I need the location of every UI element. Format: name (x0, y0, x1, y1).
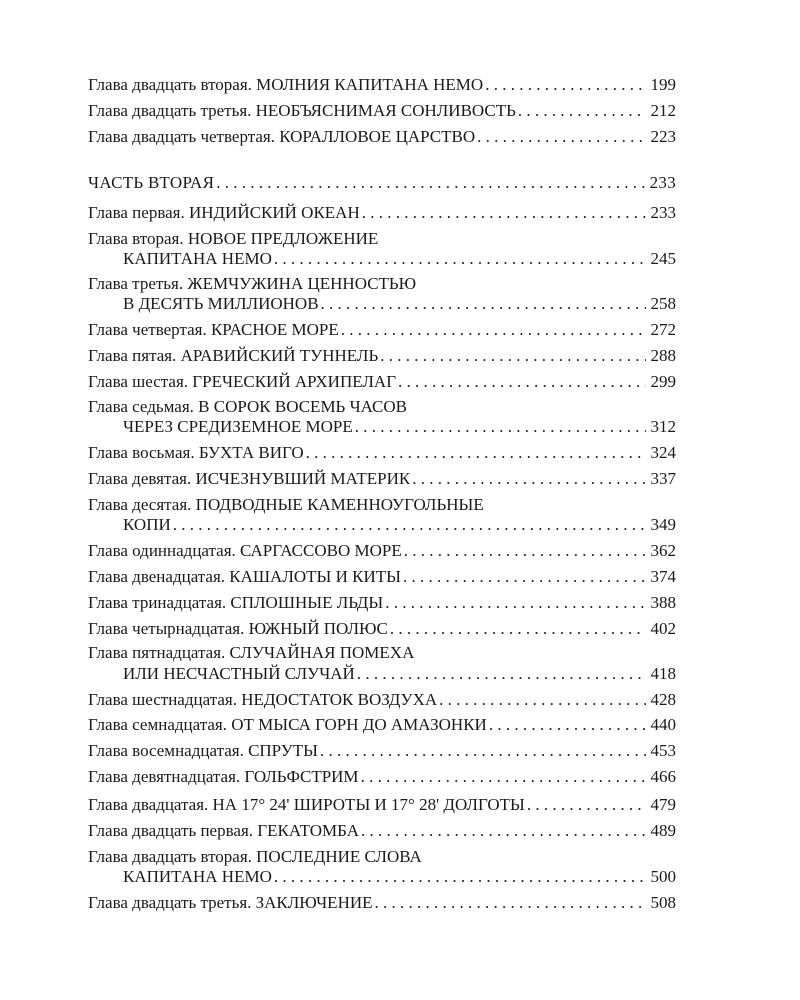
toc-entry-page: 212 (650, 101, 676, 120)
toc-entry-title: ИЛИ НЕСЧАСТНЫЙ СЛУЧАЙ (123, 664, 355, 683)
toc-entry-title: Глава двадцать вторая. МОЛНИЯ КАПИТАНА НЕМО (88, 75, 484, 94)
toc-entry-page: 440 (650, 715, 676, 734)
toc-entry (88, 202, 676, 224)
toc-leader-dots (489, 714, 646, 736)
toc-entry (123, 248, 676, 270)
toc-leader-dots (485, 74, 646, 96)
toc-entry (88, 126, 676, 148)
toc-entry-first-line: Глава десятая. ПОДВОДНЫЕ КАМЕННОУГОЛЬНЫЕ (88, 495, 484, 514)
toc-entry (88, 618, 676, 640)
toc-entry-title: Глава четвертая. КРАСНОЕ МОРЕ (88, 320, 339, 339)
toc-leader-dots (320, 740, 646, 762)
toc-entry-first-line: Глава пятнадцатая. СЛУЧАЙНАЯ ПОМЕХА (88, 643, 415, 662)
toc-entry-page: 374 (650, 567, 676, 586)
toc-entry-page: 362 (650, 541, 676, 560)
toc-entry (88, 540, 676, 562)
toc-leader-dots (518, 100, 646, 122)
toc-leader-dots (306, 442, 646, 464)
toc-entry (88, 468, 676, 490)
toc-leader-dots (527, 794, 646, 816)
toc-leader-dots (380, 345, 646, 367)
toc-leader-dots (404, 540, 646, 562)
toc-entry-page: 402 (650, 619, 676, 638)
toc-entry-page: 508 (650, 893, 676, 912)
toc-entry-title: Глава восьмая. БУХТА ВИГО (88, 443, 304, 462)
toc-entry-first-line: Глава третья. ЖЕМЧУЖИНА ЦЕННОСТЬЮ (88, 274, 417, 293)
toc-leader-dots (385, 592, 646, 614)
toc-leader-dots (375, 892, 646, 914)
toc-entry-title: В ДЕСЯТЬ МИЛЛИОНОВ (123, 294, 319, 313)
toc-entry-title: КАПИТАНА НЕМО (123, 249, 272, 268)
toc-leader-dots (439, 689, 646, 711)
toc-entry-page: 453 (650, 741, 676, 760)
toc-entry-page: 479 (650, 795, 676, 814)
toc-entry (88, 442, 676, 464)
toc-entry-page: 500 (650, 867, 676, 886)
toc-entry-title: Глава двадцать третья. ЗАКЛЮЧЕНИЕ (88, 893, 373, 912)
toc-entry-title: Глава шестнадцатая. НЕДОСТАТОК ВОЗДУХА (88, 690, 438, 709)
toc-entry-title: Глава первая. ИНДИЙСКИЙ ОКЕАН (88, 203, 360, 222)
toc-leader-dots (355, 416, 646, 438)
toc-entry-page: 324 (650, 443, 676, 462)
toc-leader-dots (361, 766, 646, 788)
toc-entry-title: Глава пятая. АРАВИЙСКИЙ ТУННЕЛЬ (88, 346, 379, 365)
toc-leader-dots (390, 618, 646, 640)
toc-entry-title: Глава двадцатая. НА 17° 24' ШИРОТЫ И 17° 28' ДОЛГОТЫ (88, 795, 525, 814)
toc-entry (88, 714, 676, 736)
toc-entry-title: Глава восемнадцатая. СПРУТЫ (88, 741, 318, 760)
toc-leader-dots (362, 202, 646, 224)
toc-entry (88, 74, 676, 96)
toc-entry (88, 892, 676, 914)
toc-entry-page: 418 (650, 664, 676, 683)
toc-entry (88, 319, 676, 341)
toc-entry (123, 514, 676, 536)
toc-entry-page: 288 (650, 346, 676, 365)
toc-entry (88, 820, 676, 842)
toc-entry (123, 866, 676, 888)
toc-entry (88, 345, 676, 367)
toc-entry-first-line: Глава вторая. НОВОЕ ПРЕДЛОЖЕНИЕ (88, 229, 379, 248)
toc-entry-title: Глава двадцать четвертая. КОРАЛЛОВОЕ ЦАРСТВО (88, 127, 476, 146)
toc-entry-page: 258 (650, 294, 676, 313)
toc-part-title: ЧАСТЬ ВТОРАЯ (88, 173, 215, 192)
toc-leader-dots (274, 248, 646, 270)
toc-entry-page: 223 (650, 127, 676, 146)
toc-entry (88, 592, 676, 614)
toc-entry (88, 740, 676, 762)
toc-entry-title: КАПИТАНА НЕМО (123, 867, 272, 886)
toc-leader-dots (357, 663, 646, 685)
toc-entry (123, 416, 676, 438)
toc-entry-page: 337 (650, 469, 676, 488)
toc-part-page: 233 (649, 173, 676, 192)
toc-entry-page: 388 (650, 593, 676, 612)
toc-entry-first-line: Глава седьмая. В СОРОК ВОСЕМЬ ЧАСОВ (88, 397, 407, 416)
toc-entry-page: 272 (650, 320, 676, 339)
toc-leader-dots (173, 514, 646, 536)
toc-entry (123, 663, 676, 685)
toc-entry (88, 100, 676, 122)
toc-leader-dots (341, 319, 646, 341)
toc-leader-dots (321, 293, 646, 315)
toc-part-heading (88, 172, 676, 194)
toc-leader-dots (403, 566, 646, 588)
toc-entry-title: Глава двадцать первая. ГЕКАТОМБА (88, 821, 359, 840)
toc-leader-dots (477, 126, 646, 148)
toc-entry-page: 349 (650, 515, 676, 534)
toc-entry-page: 466 (650, 767, 676, 786)
toc-entry-page: 312 (650, 417, 676, 436)
toc-entry-title: Глава девятая. ИСЧЕЗНУВШИЙ МАТЕРИК (88, 469, 411, 488)
toc-leader-dots (274, 866, 646, 888)
toc-leader-dots (216, 172, 645, 194)
toc-entry-page: 299 (650, 372, 676, 391)
toc-entry-page: 428 (650, 690, 676, 709)
toc-leader-dots (398, 371, 646, 393)
toc-entry-page: 245 (650, 249, 676, 268)
toc-entry-title: Глава двенадцатая. КАШАЛОТЫ И КИТЫ (88, 567, 401, 586)
toc-entry (88, 566, 676, 588)
toc-entry-title: Глава двадцать третья. НЕОБЪЯСНИМАЯ СОНЛИВОСТЬ (88, 101, 516, 120)
toc-leader-dots (412, 468, 646, 490)
toc-entry (88, 794, 676, 816)
toc-entry (123, 293, 676, 315)
toc-entry-title: Глава тринадцатая. СПЛОШНЫЕ ЛЬДЫ (88, 593, 384, 612)
toc-entry-title: ЧЕРЕЗ СРЕДИЗЕМНОЕ МОРЕ (123, 417, 353, 436)
toc-entry (88, 766, 676, 788)
toc-entry-title: Глава семнадцатая. ОТ МЫСА ГОРН ДО АМАЗОНКИ (88, 715, 487, 734)
toc-entry-page: 489 (650, 821, 676, 840)
toc-entry-title: Глава четырнадцатая. ЮЖНЫЙ ПОЛЮС (88, 619, 388, 638)
toc-entry-page: 199 (650, 75, 676, 94)
toc-entry-title: Глава шестая. ГРЕЧЕСКИЙ АРХИПЕЛАГ (88, 372, 397, 391)
toc-entry-page: 233 (650, 203, 676, 222)
toc-entry-title: КОПИ (123, 515, 171, 534)
toc-entry-title: Глава девятнадцатая. ГОЛЬФСТРИМ (88, 767, 359, 786)
toc-leader-dots (361, 820, 646, 842)
toc-entry-first-line: Глава двадцать вторая. ПОСЛЕДНИЕ СЛОВА (88, 847, 422, 866)
toc-entry (88, 689, 676, 711)
toc-entry (88, 371, 676, 393)
toc-entry-title: Глава одиннадцатая. САРГАССОВО МОРЕ (88, 541, 402, 560)
